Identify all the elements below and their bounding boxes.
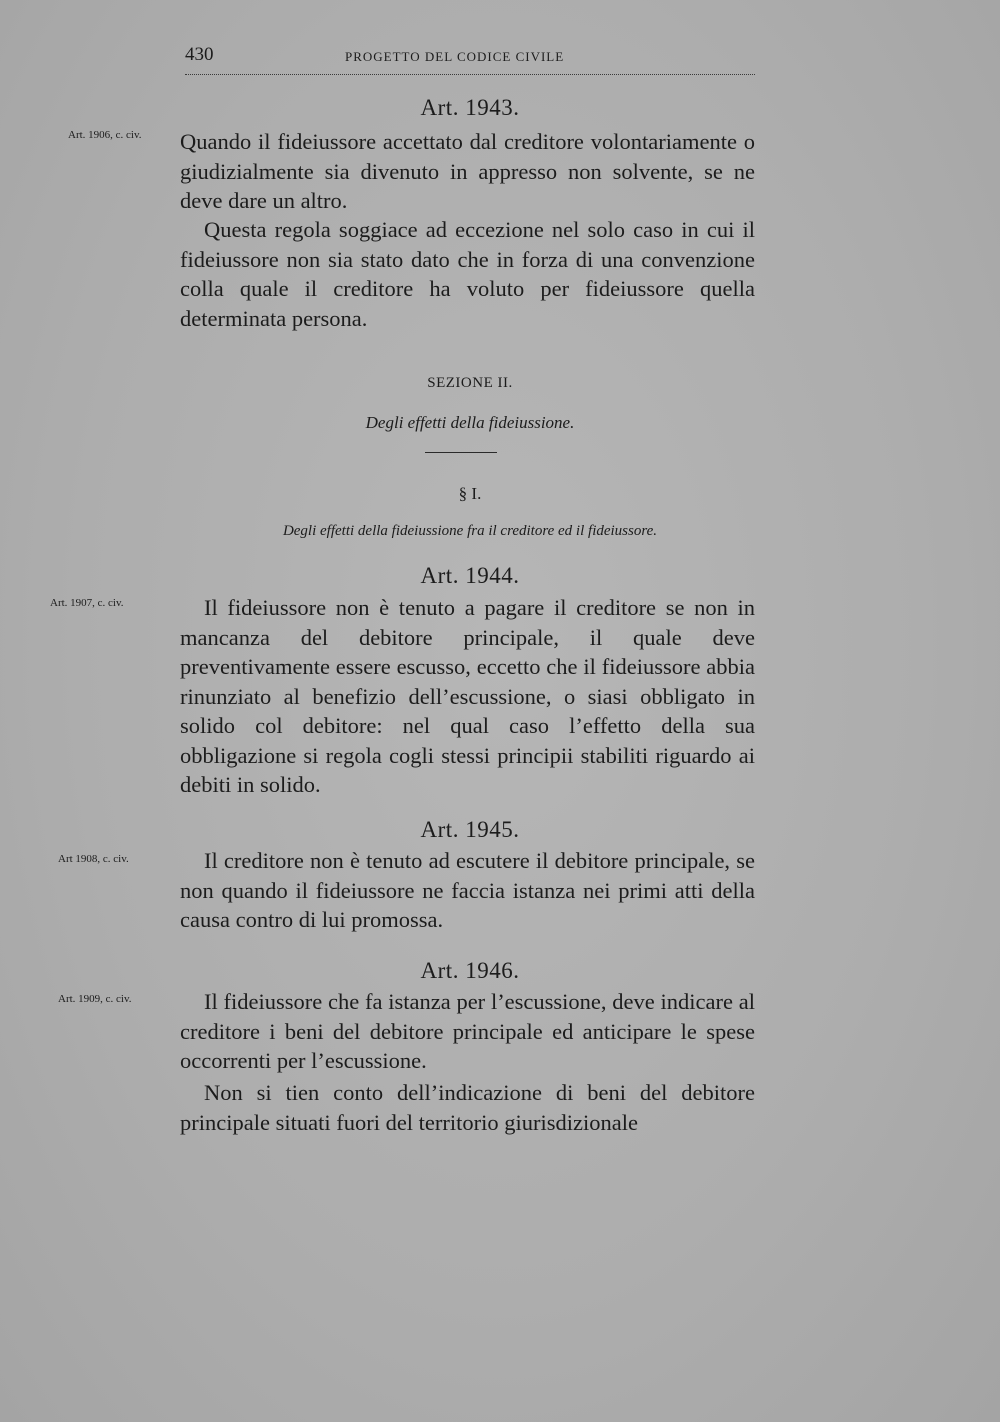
article-1943-margin-note: Art. 1906, c. civ. [68,129,142,141]
section-divider [425,452,497,453]
article-1943-paragraph-1: Quando il fideiussore accettato dal creditore volontariamente o giudizialmente sia divenuto in appresso non solvente, se ne deve dare un altro. [180,129,755,213]
page-header [185,44,755,75]
article-1945-margin-note: Art 1908, c. civ. [58,853,129,865]
subsection-mark: § I. [458,484,482,503]
article-1946-paragraph-2: Non si tien conto dell’indicazione di beni del debitore principale situati fuori del territorio giurisdizionale [180,1080,755,1135]
section-title: Degli effetti della fideiussione. [365,413,575,432]
article-1943-title: Art. 1943. [420,95,520,120]
article-1946-paragraph-1: Il fideiussore che fa istanza per l’escussione, deve indicare al creditore i beni del debitore principale ed anticipare le spese occorrenti per l’escussione. [180,989,755,1073]
section-label: SEZIONE II. [427,375,513,391]
page-number: 430 [185,44,214,65]
article-1944-margin-note: Art. 1907, c. civ. [50,597,124,609]
article-1946-title: Art. 1946. [420,958,520,983]
article-1944-title: Art. 1944. [420,563,520,588]
article-1946-margin-note: Art. 1909, c. civ. [58,993,132,1005]
article-1944-paragraph-1: Il fideiussore non è tenuto a pagare il creditore se non in mancanza del debitore principale, il quale deve preventivamente essere escusso, eccetto che il fideiussore abbia rinunziato al benefizio dell’escussione, o siasi obbligato in solido col debitore: nel qual caso l’effetto della sua obbligazione si regola cogli stessi principii stabiliti riguardo ai debiti in solido. [180,595,755,797]
running-title: PROGETTO DEL CODICE CIVILE [345,49,565,64]
subsection-title: Degli effetti della fideiussione fra il creditore ed il fideiussore. [282,523,658,539]
article-1945-title: Art. 1945. [420,817,520,842]
article-1945-paragraph-1: Il creditore non è tenuto ad escutere il debitore principale, se non quando il fideiussore ne faccia istanza nei primi atti della causa contro di lui promossa. [180,848,755,932]
article-1943-paragraph-2: Questa regola soggiace ad eccezione nel solo caso in cui il fideiussore non sia stato dato che in forza di una convenzione colla quale il creditore ha voluto per fideiussore quella determinata persona. [180,217,755,331]
